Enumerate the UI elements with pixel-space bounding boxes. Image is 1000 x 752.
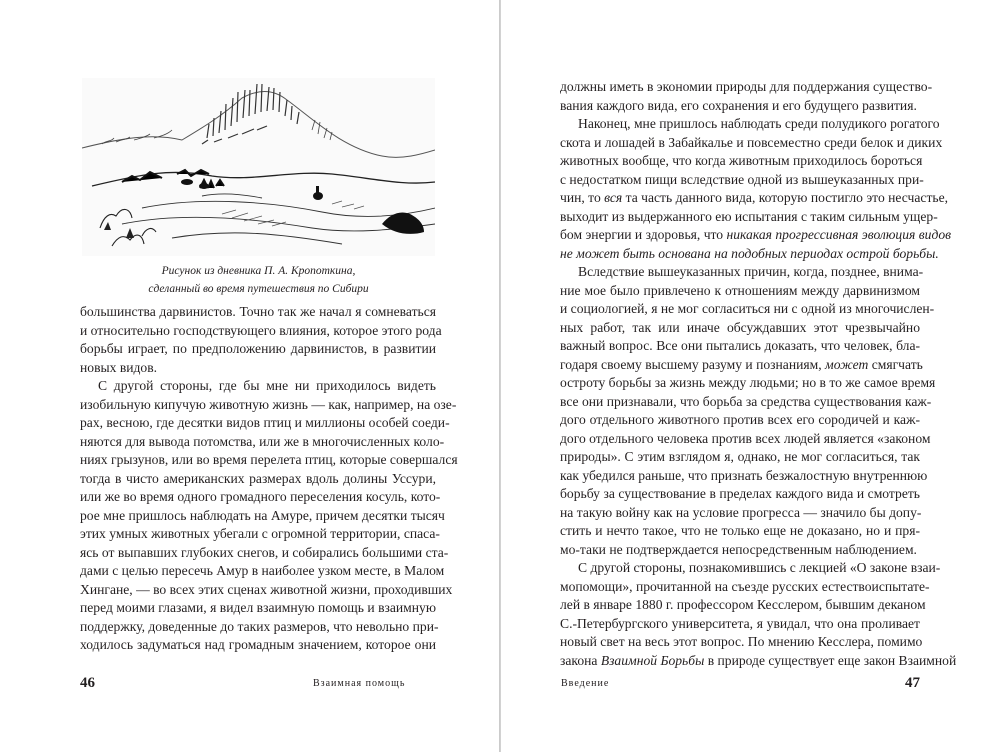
text-line: ходилось задуматься над громадным значением, которое они xyxy=(80,637,436,652)
text-line: перед моими глазами, я видел взаимную помощь и взаимную xyxy=(80,600,436,615)
text-line: поддержку, доведенные до таких размеров, что невольно при- xyxy=(80,618,439,634)
text-line: ных работ, так или иначе обсуждавших этот чрезвычайно xyxy=(560,319,920,335)
text-line: Наконец, мне пришлось наблюдать среди полудикого рогатого xyxy=(578,116,940,131)
page-number: 47 xyxy=(905,675,920,691)
text-line: борьбы играет, по предположению дарвинистов, в развитии xyxy=(80,341,436,356)
text-line: С другой стороны, познакомившись с лекцией «О законе взаи- xyxy=(578,560,941,575)
text-line: этих умных животных убегали с огромной территории, спаса- xyxy=(80,526,440,541)
text-line: дого отдельного животного против всех его сородичей и каж- xyxy=(560,412,920,427)
text-line: на такую войну как на условие прогресса — значило бы допу- xyxy=(560,504,922,520)
right-body-text xyxy=(560,78,957,670)
text-line: стить и нечто такое, что не только еще не доказано, но и пря- xyxy=(560,523,920,538)
text-line: природы». С этим взглядом я, однако, не мог согласиться, так xyxy=(560,449,920,464)
text-line: как убедился раньше, что признать безжалостную внутреннюю xyxy=(560,467,928,483)
left-body-text xyxy=(80,303,458,655)
text-line: тогда в чисто американских размерах вдоль долины Уссури, xyxy=(80,470,436,486)
text-line: и социологией, я не мог согласиться ни с одной из многочислен- xyxy=(560,301,935,316)
text-line: не может быть основана на подобных периодах острой борьбы. xyxy=(560,245,939,261)
text-line: новый свет на весь этот вопрос. По мнению Кесслера, помимо xyxy=(560,634,923,649)
text-line: и относительно господствующего влияния, которое этого рода xyxy=(80,322,442,338)
text-line: животных вообще, что когда животным приходилось бороться xyxy=(560,153,923,168)
text-line: чин, то вся та часть данного вида, которую постигло это несчастье, xyxy=(560,190,949,205)
text-line: С.-Петербургского университета, я увидал, что она проливает xyxy=(560,615,920,631)
text-line: дого отдельного человека против всех людей является «законом xyxy=(560,430,931,446)
text-line: должны иметь в экономии природы для поддержания существо- xyxy=(560,79,933,94)
text-line: с недостатком пищи вследствие одной из вышеуказанных при- xyxy=(560,171,924,187)
text-line: лей в январе 1880 г. профессором Кесслером, бывшим деканом xyxy=(560,597,926,612)
sketch-landscape-icon xyxy=(82,78,435,256)
text-line: Хингане, — во всех этих сценах животной жизни, проходивших xyxy=(80,581,453,597)
text-line: вания каждого вида, его сохранения и его будущего развития. xyxy=(560,97,917,113)
text-line: или же во время одного громадного переселения косуль, кото- xyxy=(80,489,441,504)
text-line: рах, весною, где десятки видов птиц и миллионы особей соеди- xyxy=(80,415,450,430)
text-line: С другой стороны, где бы мне ни приходилось видеть xyxy=(98,378,436,393)
text-line: изобильную кипучую животную жизнь — как, например, на озе- xyxy=(80,396,457,412)
text-line: рое мне пришлось наблюдать на Амуре, причем десятки тысяч xyxy=(80,507,445,523)
text-line: важный вопрос. Все они пытались доказать, что человек, бла- xyxy=(560,338,920,353)
text-line: выходит из выдержанного ею испытания с таким сильным ущер- xyxy=(560,208,938,224)
text-line: няются для вывода потомства, или же в многочисленных коло- xyxy=(80,433,445,449)
text-line: все они признавали, что борьба за средства существования каж- xyxy=(560,393,932,409)
text-line: ние мое было привлечено к отношениям между дарвинизмом xyxy=(560,282,920,298)
text-line: бом энергии и здоровья, что никакая прогрессивная эволюция видов xyxy=(560,227,952,242)
text-line: Вследствие вышеуказанных причин, когда, позднее, внима- xyxy=(578,264,924,279)
text-line: мопомощи», прочитанной на съезде русских естествоиспытате- xyxy=(560,578,930,594)
text-line: остроту борьбы за жизнь между людьми; но в то же самое время xyxy=(560,375,936,390)
text-line: ниях грызунов, или во время перелета птиц, которые совершался xyxy=(80,452,458,467)
figure-caption xyxy=(82,262,435,298)
text-line: новых видов. xyxy=(80,359,158,375)
caption-line: сделанный во время путешествия по Сибири xyxy=(148,283,369,295)
text-line: борьбу за существование в пределах каждого вида и смотреть xyxy=(560,486,920,501)
running-title: Введение xyxy=(561,678,610,689)
text-line: большинства дарвинистов. Точно так же начал я сомневаться xyxy=(80,304,436,319)
text-line: ясь от выпавших глубоких снегов, и собирались большими ста- xyxy=(80,544,449,560)
running-title: Взаимная помощь xyxy=(313,678,406,689)
text-line: дами с целью пересечь Амур в наиболее узком месте, в Малом xyxy=(80,563,445,578)
right-page xyxy=(501,0,1000,752)
text-line: годаря своему высшему разуму и познаниям, может смягчать xyxy=(560,356,923,372)
page-number: 46 xyxy=(80,675,95,691)
caption-line: Рисунок из дневника П. А. Кропоткина, xyxy=(161,265,356,277)
text-line: скота и лошадей в Забайкалье и повсеместно среди белок и диких xyxy=(560,134,943,150)
left-page xyxy=(0,0,499,752)
text-line: мо-таки не подтверждается непосредственным наблюдением. xyxy=(560,541,917,557)
text-line: закона Взаимной Борьбы в природе существует еще закон Взаимной xyxy=(560,652,957,668)
